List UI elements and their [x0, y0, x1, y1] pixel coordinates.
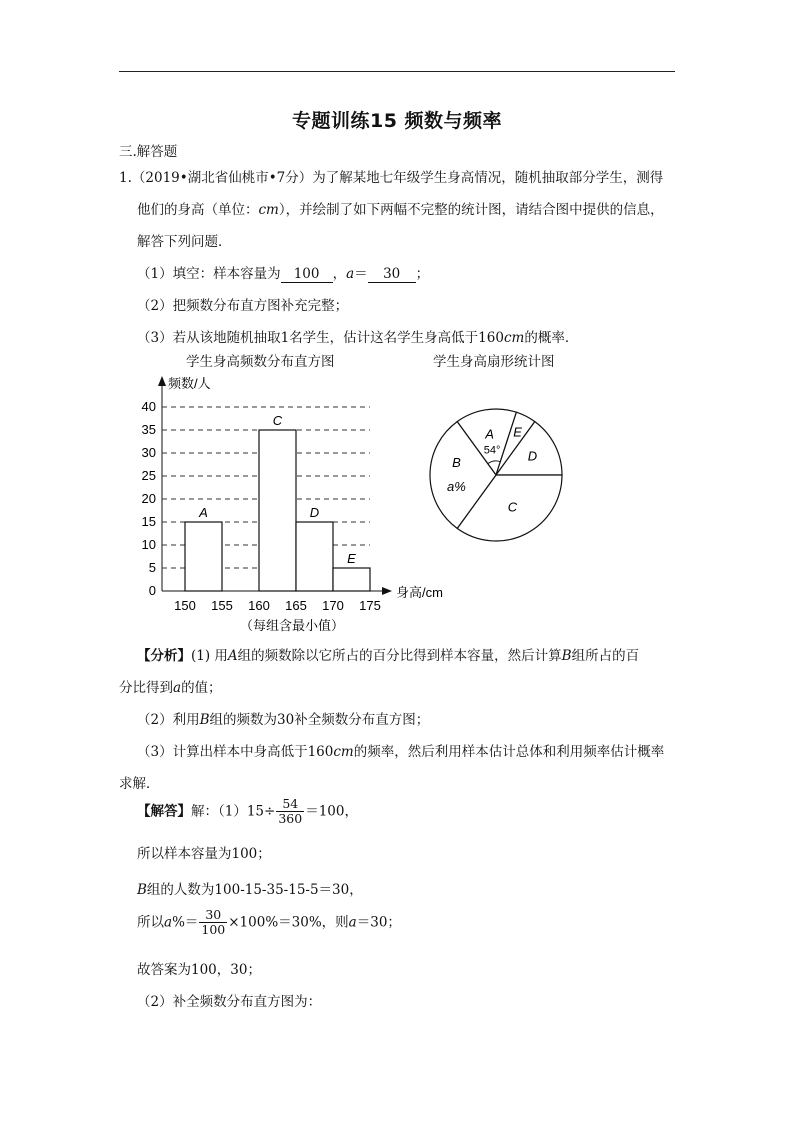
problem-number: 1.	[119, 170, 132, 186]
x-axis-label: 身高/cm	[396, 585, 443, 600]
pie-angle-label: 54°	[483, 444, 501, 457]
x-tick-label: 150	[174, 598, 196, 613]
answer-line-2: 所以样本容量为100；	[137, 846, 271, 862]
pie-chart	[420, 400, 580, 550]
analysis-line-5: 求解．	[119, 776, 160, 792]
analysis-line-1: 【分析】(1) 用A组的频数除以它所占的百分比得到样本容量，然后计算B组所占的百	[137, 648, 640, 664]
x-axis-arrow	[382, 587, 392, 595]
y-tick-label: 25	[141, 468, 156, 483]
pie-title: 学生身高扇形统计图	[433, 354, 555, 370]
histogram-title: 学生身高频数分布直方图	[186, 354, 335, 370]
histogram-bar-D	[296, 522, 333, 591]
x-tick-label: 170	[322, 598, 344, 613]
y-tick-label: 35	[141, 422, 156, 437]
y-axis-label: 频数/人	[168, 376, 211, 391]
question-2: （2）把频数分布直方图补充完整；	[137, 298, 349, 314]
histogram-chart	[130, 372, 460, 640]
answer-line-6: （2）补全频数分布直方图为：	[137, 994, 322, 1010]
question-1: （1）填空：样本容量为 100 ，a＝ 30 ；	[137, 266, 430, 282]
pie-label-C: C	[507, 499, 518, 515]
histogram-note: （每组含最小值）	[240, 618, 345, 633]
question-3: （3）若从该地随机抽取1名学生，估计这名学生身高低于160cm的概率．	[137, 330, 579, 346]
answer-line-1: 【解答】解：（1）15÷ $\frac{54}{360}$ ＝100，	[137, 796, 358, 827]
x-tick-label: 165	[285, 598, 307, 613]
section-heading: 三.解答题	[119, 144, 178, 160]
answer-blank-a: 30	[368, 266, 416, 283]
x-tick-label: 155	[211, 598, 233, 613]
problem-source: （2019•湖北省仙桃市•7分）	[131, 170, 313, 186]
analysis-line-4: （3）计算出样本中身高低于160cm的频率，然后利用样本估计总体和利用频率估计概率	[137, 744, 665, 760]
pie-label-D: D	[527, 448, 538, 464]
pie-sub-label-B: a%	[447, 479, 466, 494]
fraction-30-100: $\frac{30}{100}$	[201, 907, 226, 938]
header-rule	[119, 71, 675, 72]
y-tick-label: 0	[148, 583, 156, 598]
analysis-tag: 【分析】	[137, 648, 191, 664]
problem-stem-line-3: 解答下列问题．	[137, 234, 232, 250]
bar-label-C: C	[272, 413, 283, 428]
problem-stem-line-2: 他们的身高（单位：cm），并绘制了如下两幅不完整的统计图，请结合图中提供的信息，	[137, 202, 664, 218]
bar-label-D: D	[309, 505, 320, 520]
y-tick-label: 40	[141, 399, 156, 414]
bar-label-E: E	[347, 551, 356, 566]
pie-label-E: E	[513, 424, 522, 440]
analysis-line-2: 分比得到a的值；	[119, 680, 222, 696]
y-tick-label: 15	[141, 514, 156, 529]
pie-label-A: A	[485, 426, 494, 442]
problem-stem-line-1: 1.（2019•湖北省仙桃市•7分）为了解某地七年级学生身高情况，随机抽取部分学生，测得	[119, 170, 664, 186]
bar-label-A: A	[199, 505, 208, 520]
answer-line-4: 所以a%＝ $\frac{30}{100}$ ×100%＝30%，则a＝30；	[137, 907, 401, 938]
answer-tag: 【解答】	[137, 803, 191, 820]
y-tick-label: 30	[141, 445, 156, 460]
y-tick-label: 20	[141, 491, 156, 506]
x-tick-label: 160	[248, 598, 270, 613]
y-tick-label: 10	[141, 537, 156, 552]
y-axis-arrow	[158, 376, 166, 386]
y-tick-label: 5	[148, 560, 156, 575]
pie-label-B: B	[452, 455, 461, 470]
answer-line-5: 故答案为100，30；	[137, 962, 261, 978]
histogram-bar-E	[333, 568, 370, 591]
answer-line-3: B组的人数为100-15-35-15-5＝30，	[137, 882, 363, 898]
fraction-54-360: $\frac{54}{360}$	[278, 796, 303, 827]
analysis-line-3: （2）利用B组的频数为30补全频数分布直方图；	[137, 712, 430, 728]
x-tick-label: 175	[359, 598, 381, 613]
histogram-bar-A	[185, 522, 222, 591]
histogram-bar-C	[259, 430, 296, 591]
page-title: 专题训练15 频数与频率	[291, 110, 503, 132]
answer-blank-sample-size: 100	[281, 266, 333, 283]
